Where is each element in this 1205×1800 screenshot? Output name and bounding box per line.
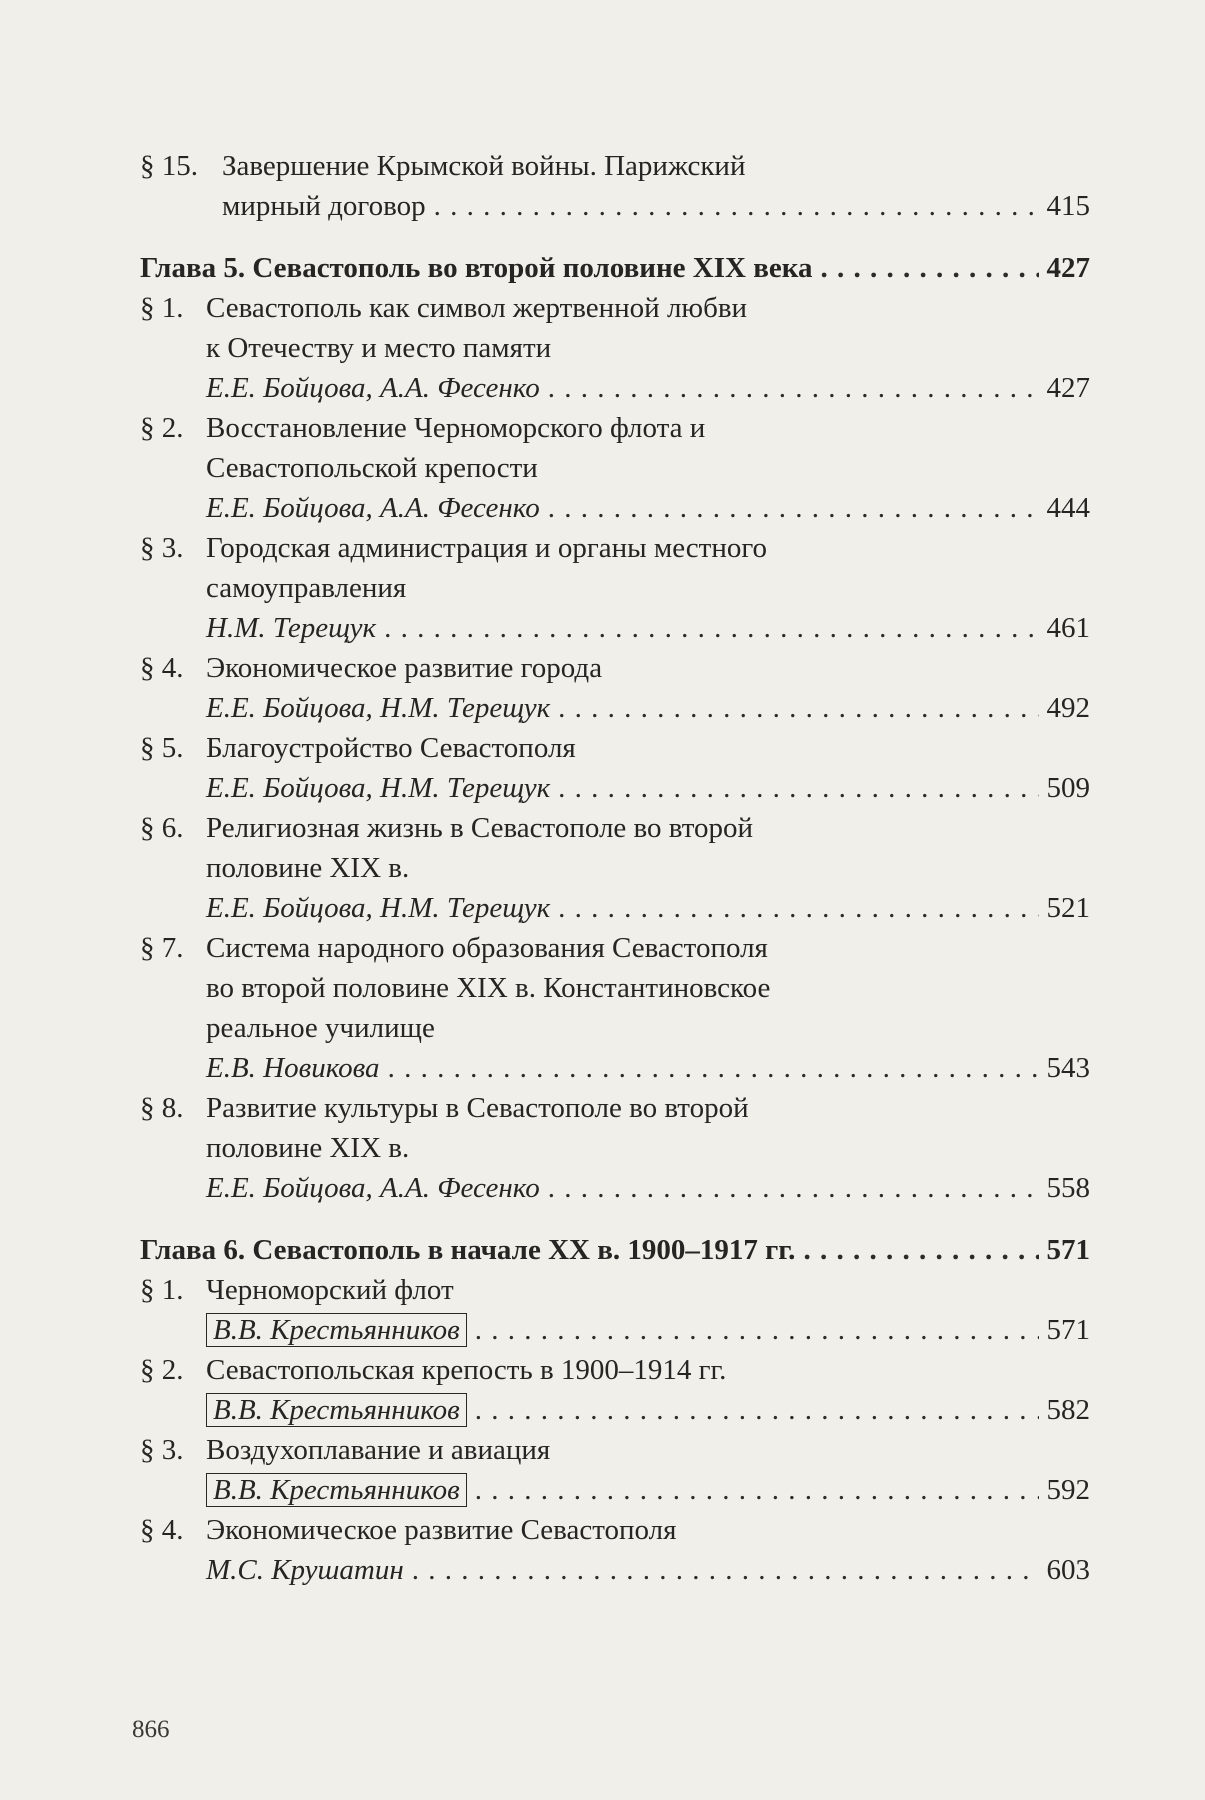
dot-leader [821, 248, 1039, 288]
toc-entry-leader-line [140, 186, 1090, 226]
dot-leader [548, 1168, 1039, 1208]
dot-leader [412, 1550, 1039, 1590]
toc-entry-title-cont [140, 848, 1090, 888]
section-title: Воздухоплавание и авиация [206, 1434, 551, 1466]
section-title-cont: половине XIX в. [206, 852, 410, 884]
section-title: Севастополь как символ жертвенной любви [206, 292, 748, 324]
chapter-title: Глава 6. Севастополь в начале XX в. 1900–1917 гг. [140, 1234, 796, 1266]
page-number: 571 [1046, 1314, 1090, 1346]
page-number: 582 [1046, 1394, 1090, 1426]
toc-entry-title [140, 1270, 1090, 1310]
section-number: § 6. [140, 812, 184, 844]
dot-leader [558, 688, 1038, 728]
section-title: Севастопольская крепость в 1900–1914 гг. [206, 1354, 727, 1386]
author-name: Е.Е. Бойцова, А.А. Фесенко [206, 492, 540, 524]
author-name: Е.Е. Бойцова, Н.М. Терещук [206, 772, 551, 804]
page-number: 427 [1046, 372, 1090, 404]
section-number: § 2. [140, 1354, 184, 1386]
toc-entry-title-cont [140, 328, 1090, 368]
section-title-cont: реальное училище [206, 1012, 435, 1044]
page-number: 427 [1046, 252, 1090, 284]
author-name: Е.Е. Бойцова, А.А. Фесенко [206, 1172, 540, 1204]
author-name: Е.Е. Бойцова, Н.М. Терещук [206, 892, 551, 924]
author-name: Н.М. Терещук [206, 612, 377, 644]
section-title: Черноморский флот [206, 1274, 454, 1306]
toc-entry-author-line [140, 1550, 1090, 1590]
section-number: § 2. [140, 412, 184, 444]
chapter-heading [140, 248, 1090, 288]
section-title: Система народного образования Севастополя [206, 932, 768, 964]
toc-entry-author-line [140, 1168, 1090, 1208]
toc-entry-title-cont [140, 1128, 1090, 1168]
section-title-cont: половине XIX в. [206, 1132, 410, 1164]
toc-entry-title [140, 808, 1090, 848]
section-number: § 1. [140, 292, 184, 324]
dot-leader [803, 1230, 1038, 1270]
section-title: Восстановление Черноморского флота и [206, 412, 706, 444]
section-title: Экономическое развитие города [206, 652, 603, 684]
page-number: 444 [1046, 492, 1090, 524]
section-title: Религиозная жизнь в Севастополе во второй [206, 812, 754, 844]
page-number: 543 [1046, 1052, 1090, 1084]
section-number: § 4. [140, 1514, 184, 1546]
author-name-framed: В.В. Крестьянников [206, 1393, 467, 1427]
toc-entry-author-line [140, 1048, 1090, 1088]
toc-entry-title [140, 1350, 1090, 1390]
toc-entry-author-line [140, 1390, 1090, 1430]
toc-entry-title [140, 648, 1090, 688]
toc-entry-title [140, 288, 1090, 328]
section-title-cont: самоуправления [206, 572, 407, 604]
section-title-cont: мирный договор [222, 190, 426, 222]
dot-leader [475, 1310, 1039, 1350]
section-title: Городская администрация и органы местного [206, 532, 768, 564]
toc-entry-title-cont [140, 968, 1090, 1008]
author-name: Е.В. Новикова [206, 1052, 380, 1084]
section-title: Завершение Крымской войны. Парижский [222, 150, 746, 182]
toc-entry-title [140, 1430, 1090, 1470]
folio-page-number: 866 [132, 1716, 170, 1743]
page-number: 461 [1046, 612, 1090, 644]
dot-leader [434, 186, 1039, 226]
section-number: § 15. [140, 150, 198, 182]
author-name-framed: В.В. Крестьянников [206, 1473, 467, 1507]
dot-leader [558, 768, 1038, 808]
dot-leader [548, 488, 1039, 528]
dot-leader [548, 368, 1039, 408]
toc-entry-author-line [140, 608, 1090, 648]
page-number: 592 [1046, 1474, 1090, 1506]
page-number: 509 [1046, 772, 1090, 804]
page-number: 603 [1046, 1554, 1090, 1586]
toc-entry-title [140, 928, 1090, 968]
dot-leader [475, 1470, 1039, 1510]
table-of-contents [140, 146, 1090, 1590]
toc-entry-title [140, 146, 1090, 186]
toc-entry-author-line [140, 888, 1090, 928]
toc-entry-title [140, 528, 1090, 568]
author-name: Е.Е. Бойцова, Н.М. Терещук [206, 692, 551, 724]
toc-entry-author-line [140, 768, 1090, 808]
section-number: § 5. [140, 732, 184, 764]
section-number: § 1. [140, 1274, 184, 1306]
toc-entry-title [140, 408, 1090, 448]
page-number: 492 [1046, 692, 1090, 724]
toc-entry-title-cont [140, 568, 1090, 608]
dot-leader [558, 888, 1038, 928]
toc-entry-author-line [140, 1470, 1090, 1510]
author-name-framed: В.В. Крестьянников [206, 1313, 467, 1347]
section-title-cont: Севастопольской крепости [206, 452, 538, 484]
section-title: Экономическое развитие Севастополя [206, 1514, 677, 1546]
toc-entry-title-cont [140, 1008, 1090, 1048]
dot-leader [475, 1390, 1039, 1430]
toc-entry-author-line [140, 688, 1090, 728]
dot-leader [388, 1048, 1039, 1088]
chapter-heading [140, 1230, 1090, 1270]
page-number: 558 [1046, 1172, 1090, 1204]
toc-entry-title [140, 1088, 1090, 1128]
author-name: Е.Е. Бойцова, А.А. Фесенко [206, 372, 540, 404]
dot-leader [384, 608, 1038, 648]
author-name: М.С. Крушатин [206, 1554, 404, 1586]
section-title: Развитие культуры в Севастополе во второй [206, 1092, 749, 1124]
section-number: § 3. [140, 1434, 184, 1466]
toc-entry-author-line [140, 1310, 1090, 1350]
toc-entry-author-line [140, 488, 1090, 528]
section-title-cont: к Отечеству и место памяти [206, 332, 552, 364]
toc-entry-author-line [140, 368, 1090, 408]
section-number: § 3. [140, 532, 184, 564]
toc-entry-title [140, 728, 1090, 768]
page-number: 571 [1046, 1234, 1090, 1266]
section-number: § 8. [140, 1092, 184, 1124]
section-number: § 7. [140, 932, 184, 964]
chapter-title: Глава 5. Севастополь во второй половине XIX века [140, 252, 813, 284]
page-number: 521 [1046, 892, 1090, 924]
section-title-cont: во второй половине XIX в. Константиновское [206, 972, 771, 1004]
page-number: 415 [1046, 190, 1090, 222]
toc-entry-title [140, 1510, 1090, 1550]
section-number: § 4. [140, 652, 184, 684]
section-title: Благоустройство Севастополя [206, 732, 576, 764]
toc-entry-title-cont [140, 448, 1090, 488]
